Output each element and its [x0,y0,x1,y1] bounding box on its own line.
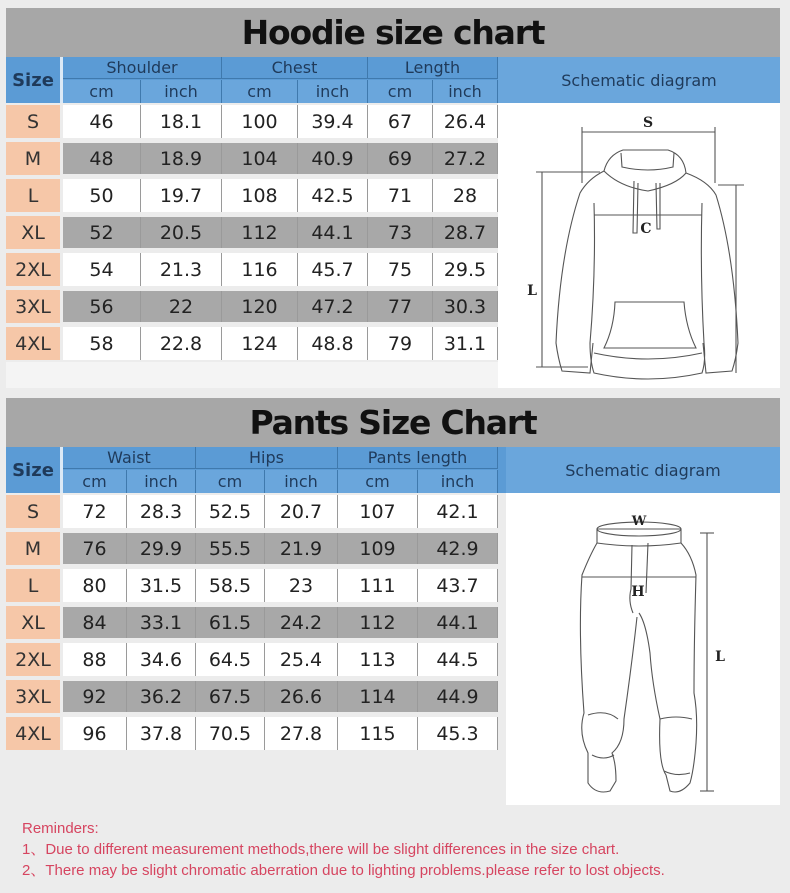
chest-cm-cell: 108 [222,179,298,212]
hips-cm-cell: 58.5 [196,569,265,602]
shoulder-cm-cell: 56 [63,291,141,322]
chest-group-header: Chest [222,57,368,79]
length-inch-cell: 31.1 [433,327,498,360]
hips-cm-cell: 64.5 [196,643,265,676]
pants-length-inch-cell: 43.7 [418,569,498,602]
reminder-item: 1、Due to different measurement methods,there will be slight differences in the size chart. [22,841,620,858]
length-inch-header: inch [433,80,498,103]
pants-length-inch-cell: 44.5 [418,643,498,676]
hips-inch-cell: 24.2 [265,607,338,638]
chest-inch-header: inch [298,80,368,103]
chest-inch-cell: 42.5 [298,179,368,212]
length-cm-cell: 73 [368,217,433,248]
pants-length-inch-cell: 44.9 [418,681,498,712]
pants-table-header [6,447,780,493]
hoodie-outline-icon [498,103,780,388]
hips-inch-cell: 23 [265,569,338,602]
pants-size-chart [6,398,780,810]
chest-inch-cell: 48.8 [298,327,368,360]
waist-inch-cell: 31.5 [127,569,196,602]
chest-inch-cell: 44.1 [298,217,368,248]
shoulder-group-header: Shoulder [63,57,222,79]
hips-cm-cell: 67.5 [196,681,265,712]
pants-outline-icon [506,493,780,805]
pants-length-inch-cell: 42.9 [418,533,498,564]
waist-inch-cell: 33.1 [127,607,196,638]
waist-inch-cell: 34.6 [127,643,196,676]
chest-inch-cell: 39.4 [298,105,368,138]
pants-length-cm-cell: 111 [338,569,418,602]
shoulder-cm-cell: 46 [63,105,141,138]
waist-group-header: Waist [63,447,196,469]
pants-length-cm-cell: 115 [338,717,418,750]
svg-text:L: L [527,283,537,299]
hips-group-header: Hips [196,447,338,469]
pants-length-cm-header: cm [338,470,418,493]
pants-length-cm-cell: 112 [338,607,418,638]
shoulder-cm-header: cm [63,80,141,103]
waist-inch-header: inch [127,470,196,493]
svg-text:W: W [631,514,647,529]
hips-cm-cell: 52.5 [196,495,265,528]
pants-length-inch-header: inch [418,470,498,493]
hips-inch-cell: 21.9 [265,533,338,564]
shoulder-inch-cell: 18.9 [141,143,222,174]
reminders-note [22,818,665,881]
size-column-header: Size [6,447,63,493]
waist-cm-cell: 80 [63,569,127,602]
reminder-item: 2、There may be slight chromatic aberration due to lighting problems.please refer to lost objects. [22,862,665,879]
chest-cm-cell: 124 [222,327,298,360]
length-cm-cell: 77 [368,291,433,322]
waist-cm-cell: 84 [63,607,127,638]
size-cell: S [6,495,60,528]
svg-text:L: L [715,649,725,665]
hoodie-chart-title: Hoodie size chart [6,8,780,57]
size-cell: XL [6,606,60,639]
waist-cm-cell: 96 [63,717,127,750]
waist-inch-cell: 29.9 [127,533,196,564]
size-cell: 3XL [6,290,60,323]
shoulder-inch-cell: 20.5 [141,217,222,248]
size-cell: 3XL [6,680,60,713]
pants-length-cm-cell: 113 [338,643,418,676]
waist-cm-header: cm [63,470,127,493]
size-cell: M [6,142,60,175]
svg-text:C: C [640,221,652,237]
pants-length-cm-cell: 114 [338,681,418,712]
shoulder-inch-cell: 19.7 [141,179,222,212]
shoulder-cm-cell: 58 [63,327,141,360]
reminders-heading: Reminders: [22,820,99,837]
length-cm-cell: 71 [368,179,433,212]
length-inch-cell: 26.4 [433,105,498,138]
length-inch-cell: 30.3 [433,291,498,322]
shoulder-cm-cell: 52 [63,217,141,248]
chest-cm-cell: 116 [222,253,298,286]
hoodie-schematic [498,103,780,388]
size-cell: L [6,179,60,212]
hips-inch-header: inch [265,470,338,493]
chest-cm-cell: 104 [222,143,298,174]
hips-inch-cell: 26.6 [265,681,338,712]
shoulder-cm-cell: 50 [63,179,141,212]
size-cell: 2XL [6,253,60,286]
size-cell: L [6,569,60,602]
waist-inch-cell: 37.8 [127,717,196,750]
waist-cm-cell: 88 [63,643,127,676]
size-cell: 2XL [6,643,60,676]
hips-cm-cell: 55.5 [196,533,265,564]
chest-inch-cell: 40.9 [298,143,368,174]
shoulder-cm-cell: 54 [63,253,141,286]
shoulder-inch-cell: 22.8 [141,327,222,360]
length-inch-cell: 27.2 [433,143,498,174]
shoulder-cm-cell: 48 [63,143,141,174]
chest-cm-cell: 100 [222,105,298,138]
pants-length-inch-cell: 42.1 [418,495,498,528]
size-cell: 4XL [6,717,60,750]
length-cm-cell: 75 [368,253,433,286]
length-cm-cell: 69 [368,143,433,174]
waist-cm-cell: 76 [63,533,127,564]
size-column-header: Size [6,57,63,103]
schematic-diagram-header: Schematic diagram [498,57,780,103]
pants-length-cm-cell: 107 [338,495,418,528]
shoulder-inch-cell: 18.1 [141,105,222,138]
hips-cm-cell: 61.5 [196,607,265,638]
shoulder-inch-cell: 22 [141,291,222,322]
shoulder-inch-header: inch [141,80,222,103]
waist-cm-cell: 72 [63,495,127,528]
pants-length-group-header: Pants length [338,447,498,469]
length-cm-cell: 79 [368,327,433,360]
length-cm-cell: 67 [368,105,433,138]
hips-inch-cell: 27.8 [265,717,338,750]
waist-cm-cell: 92 [63,681,127,712]
length-inch-cell: 28 [433,179,498,212]
svg-text:S: S [642,115,654,131]
schematic-diagram-header: Schematic diagram [506,447,780,493]
pants-chart-title: Pants Size Chart [6,398,780,447]
hips-inch-cell: 25.4 [265,643,338,676]
hips-inch-cell: 20.7 [265,495,338,528]
hoodie-size-chart [6,8,780,388]
size-cell: M [6,532,60,565]
length-cm-header: cm [368,80,433,103]
pants-schematic [506,493,780,805]
chest-cm-cell: 120 [222,291,298,322]
chest-cm-header: cm [222,80,298,103]
chest-cm-cell: 112 [222,217,298,248]
hips-cm-cell: 70.5 [196,717,265,750]
pants-length-inch-cell: 45.3 [418,717,498,750]
size-cell: 4XL [6,327,60,360]
hoodie-table-header [6,57,780,103]
size-cell: XL [6,216,60,249]
shoulder-inch-cell: 21.3 [141,253,222,286]
size-cell: S [6,105,60,138]
waist-inch-cell: 28.3 [127,495,196,528]
length-inch-cell: 29.5 [433,253,498,286]
waist-inch-cell: 36.2 [127,681,196,712]
pants-length-inch-cell: 44.1 [418,607,498,638]
chest-inch-cell: 45.7 [298,253,368,286]
length-group-header: Length [368,57,498,79]
hips-cm-header: cm [196,470,265,493]
chest-inch-cell: 47.2 [298,291,368,322]
table-footer-space [6,362,498,388]
svg-text:H: H [631,584,645,600]
pants-length-cm-cell: 109 [338,533,418,564]
length-inch-cell: 28.7 [433,217,498,248]
